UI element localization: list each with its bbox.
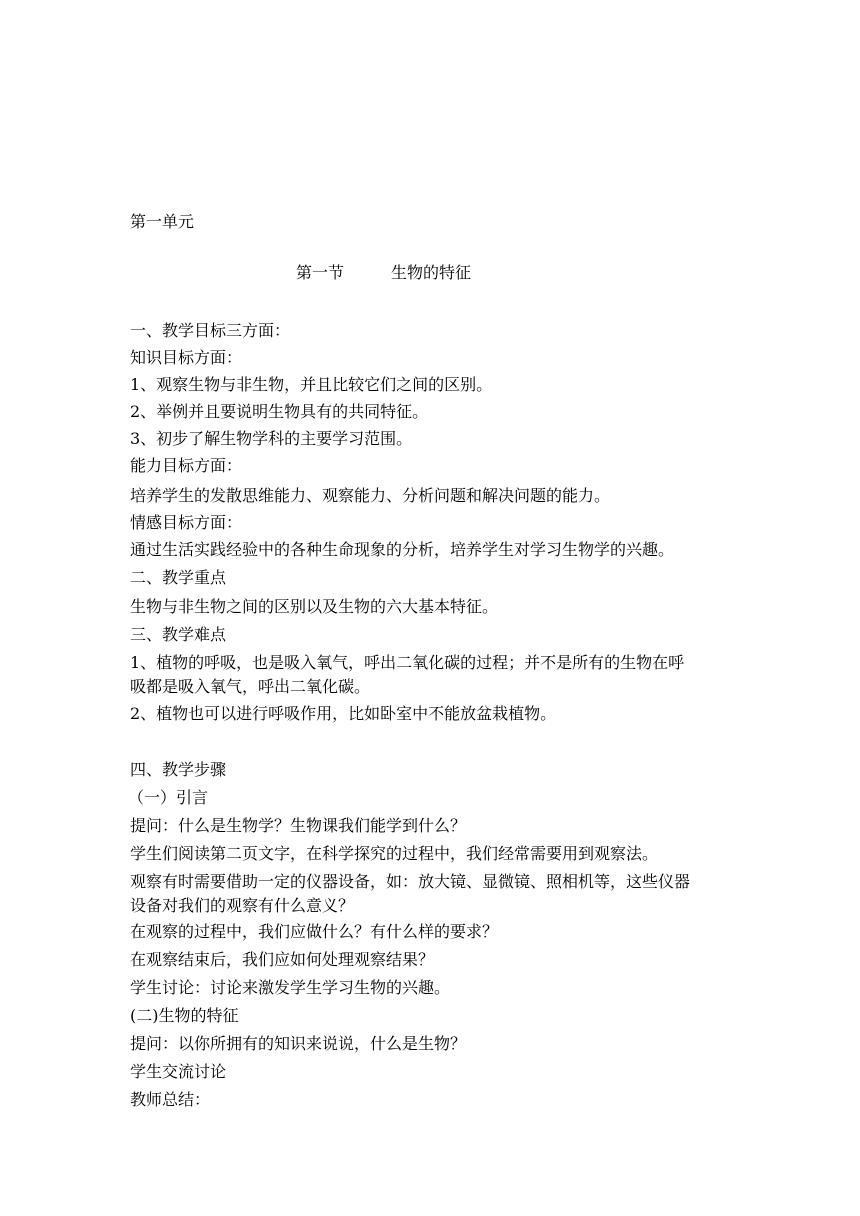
intro-instruments-line-2: 设备对我们的观察有什么意义？ (130, 896, 355, 915)
intro-instruments-line-1: 观察有时需要借助一定的仪器设备，如：放大镜、显微镜、照相机等，这些仪器 (130, 872, 691, 891)
objectives-heading: 一、教学目标三方面： (130, 321, 291, 340)
unit-heading: 第一单元 (130, 212, 195, 231)
ability-objective: 培养学生的发散思维能力、观察能力、分析问题和解决问题的能力。 (130, 486, 611, 505)
section-title: 生物的特征 (391, 263, 472, 282)
intro-reading: 学生们阅读第二页文字，在科学探究的过程中，我们经常需要用到观察法。 (130, 844, 659, 863)
teacher-summary: 教师总结： (130, 1090, 211, 1109)
difficulties-heading: 三、教学难点 (130, 625, 227, 644)
knowledge-objective-2: 2、举例并且要说明生物具有的共同特征。 (130, 402, 429, 421)
emotion-objective: 通过生活实践经验中的各种生命现象的分析，培养学生对学习生物学的兴趣。 (130, 540, 675, 559)
key-points-heading: 二、教学重点 (130, 568, 227, 587)
steps-heading: 四、教学步骤 (130, 760, 227, 779)
ability-objectives-label: 能力目标方面： (130, 456, 243, 475)
features-question: 提问：以你所拥有的知识来说说，什么是生物？ (130, 1034, 467, 1053)
intro-subheading: （一）引言 (128, 788, 209, 807)
student-discussion: 学生交流讨论 (130, 1062, 227, 1081)
knowledge-objectives-label: 知识目标方面： (130, 348, 243, 367)
emotion-objectives-label: 情感目标方面： (130, 513, 243, 532)
knowledge-objective-1: 1、观察生物与非生物，并且比较它们之间的区别。 (130, 375, 493, 394)
intro-observation-requirements: 在观察的过程中，我们应做什么？有什么样的要求？ (130, 922, 499, 941)
section-number: 第一节 (296, 263, 345, 282)
intro-observation-results: 在观察结束后，我们应如何处理观察结果？ (130, 950, 435, 969)
difficulty-1-line-2: 吸都是吸入氧气，呼出二氧化碳。 (130, 677, 371, 696)
difficulty-2: 2、植物也可以进行呼吸作用，比如卧室中不能放盆栽植物。 (130, 704, 557, 723)
intro-discussion: 学生讨论：讨论来激发学生学习生物的兴趣。 (130, 978, 451, 997)
knowledge-objective-3: 3、初步了解生物学科的主要学习范围。 (130, 429, 413, 448)
features-subheading: (二)生物的特征 (130, 1006, 239, 1025)
intro-question: 提问：什么是生物学？生物课我们能学到什么？ (130, 816, 467, 835)
difficulty-1-line-1: 1、植物的呼吸，也是吸入氧气，呼出二氧化碳的过程；并不是所有的生物在呼 (130, 653, 685, 672)
key-points-text: 生物与非生物之间的区别以及生物的六大基本特征。 (130, 597, 499, 616)
